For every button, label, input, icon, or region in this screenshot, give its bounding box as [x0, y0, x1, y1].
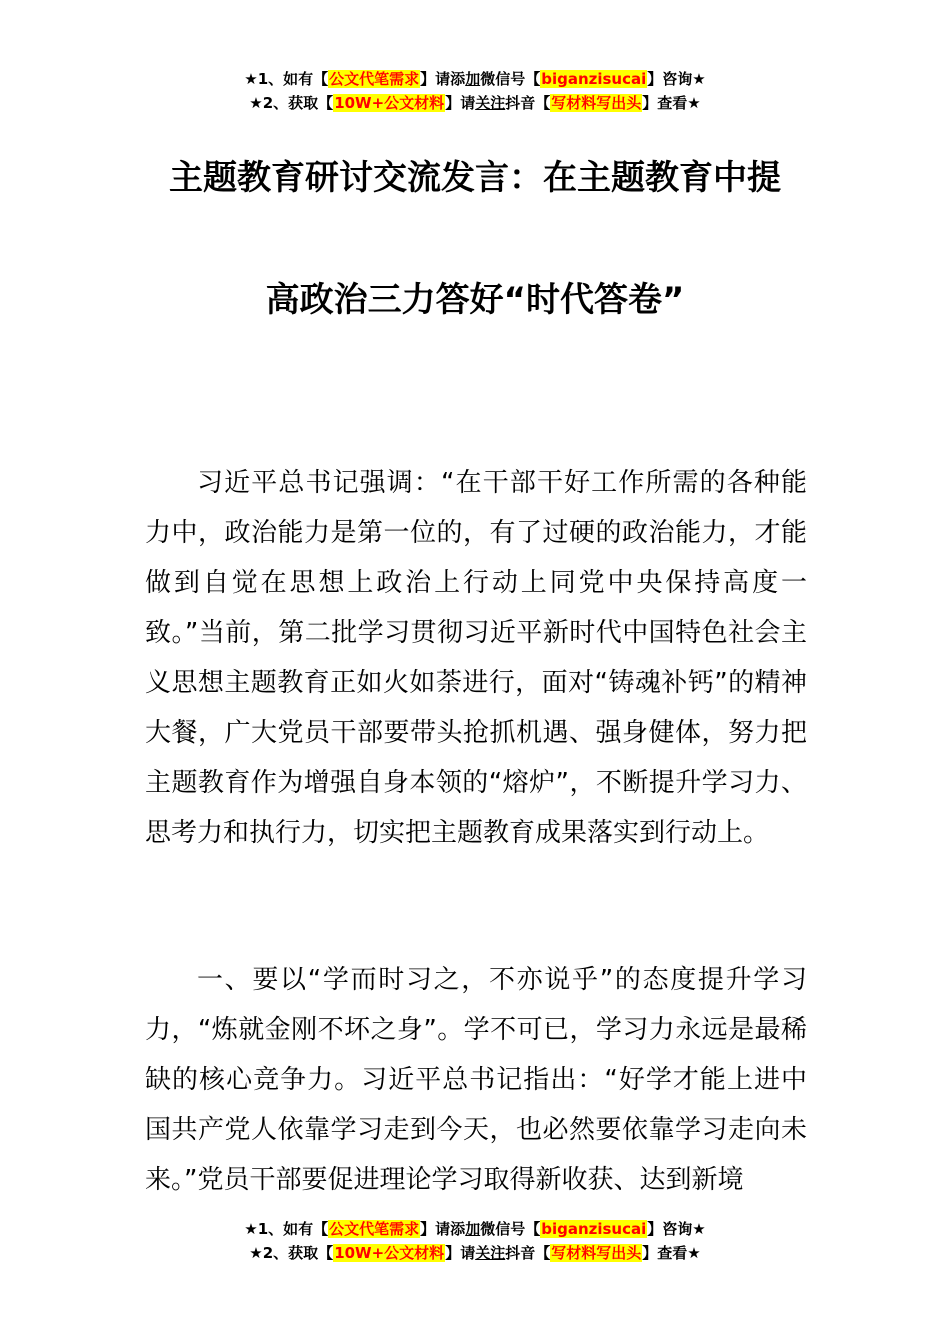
banner-text: ★2、获取【 — [249, 1244, 334, 1262]
highlight-materials: 10W+公文材料 — [334, 94, 445, 112]
banner-text-underlined: 关注 — [475, 94, 506, 112]
banner-text: ★1、如有【 — [244, 1220, 329, 1238]
banner-text-underlined: 加 — [465, 70, 481, 88]
banner-text: 】请添 — [420, 70, 466, 88]
banner-line-1 — [0, 67, 950, 91]
banner-line-2 — [0, 1241, 950, 1265]
banner-text: 抖音【 — [505, 1244, 551, 1262]
banner-text: 抖音【 — [505, 94, 551, 112]
douyin-id: 写材料写出头 — [551, 94, 642, 112]
banner-text: ★2、获取【 — [249, 94, 334, 112]
banner-text: 】查看★ — [642, 1244, 701, 1262]
highlight-materials: 10W+公文材料 — [334, 1244, 445, 1262]
document-title-line-2: 高政治三力答好“时代答卷” — [265, 280, 685, 320]
banner-text: 】咨询★ — [647, 1220, 706, 1238]
banner-text-underlined: 加 — [465, 1220, 481, 1238]
footer-banner — [0, 1217, 950, 1265]
banner-text: 】咨询★ — [647, 70, 706, 88]
header-banner — [0, 67, 950, 115]
banner-text: 微信号【 — [480, 1220, 541, 1238]
banner-text: 】请 — [445, 1244, 476, 1262]
wechat-id: biganzisucai — [541, 70, 647, 88]
highlight-service: 公文代笔需求 — [329, 70, 420, 88]
banner-text-underlined: 关注 — [475, 1244, 506, 1262]
banner-text: 】查看★ — [642, 94, 701, 112]
document-title-line-1: 主题教育研讨交流发言：在主题教育中提 — [169, 158, 781, 198]
banner-text: 】请添 — [420, 1220, 466, 1238]
banner-text: ★1、如有【 — [244, 70, 329, 88]
banner-line-2 — [0, 91, 950, 115]
banner-text: 】请 — [445, 94, 476, 112]
wechat-id: biganzisucai — [541, 1220, 647, 1238]
banner-text: 微信号【 — [480, 70, 541, 88]
body-paragraph-1: 习近平总书记强调：“在干部干好工作所需的各种能力中，政治能力是第一位的，有了过硬的政治能力，才能做到自觉在思想上政治上行动上同党中央保持高度一致。”当前，第二批学习贯彻习近平新时代中国特色社会主义思想主题教育正如火如荼进行，面对“铸魂补钙”的精神大餐，广大党员干部要带头抢抓机遇、强身健体，努力把主题教育作为增强自身本领的“熔炉”，不断提升学习力、思考力和执行力，切实把主题教育成果落实到行动上。 — [145, 468, 807, 848]
douyin-id: 写材料写出头 — [551, 1244, 642, 1262]
body-paragraph-2: 一、要以“学而时习之，不亦说乎”的态度提升学习力，“炼就金刚不坏之身”。学不可已，学习力永远是最稀缺的核心竞争力。习近平总书记指出：“好学才能上进中国共产党人依靠学习走到今天，也必然要依靠学习走向未来。”党员干部要促进理论学习取得新收获、达到新境 — [145, 965, 807, 1195]
banner-line-1 — [0, 1217, 950, 1241]
highlight-service: 公文代笔需求 — [329, 1220, 420, 1238]
